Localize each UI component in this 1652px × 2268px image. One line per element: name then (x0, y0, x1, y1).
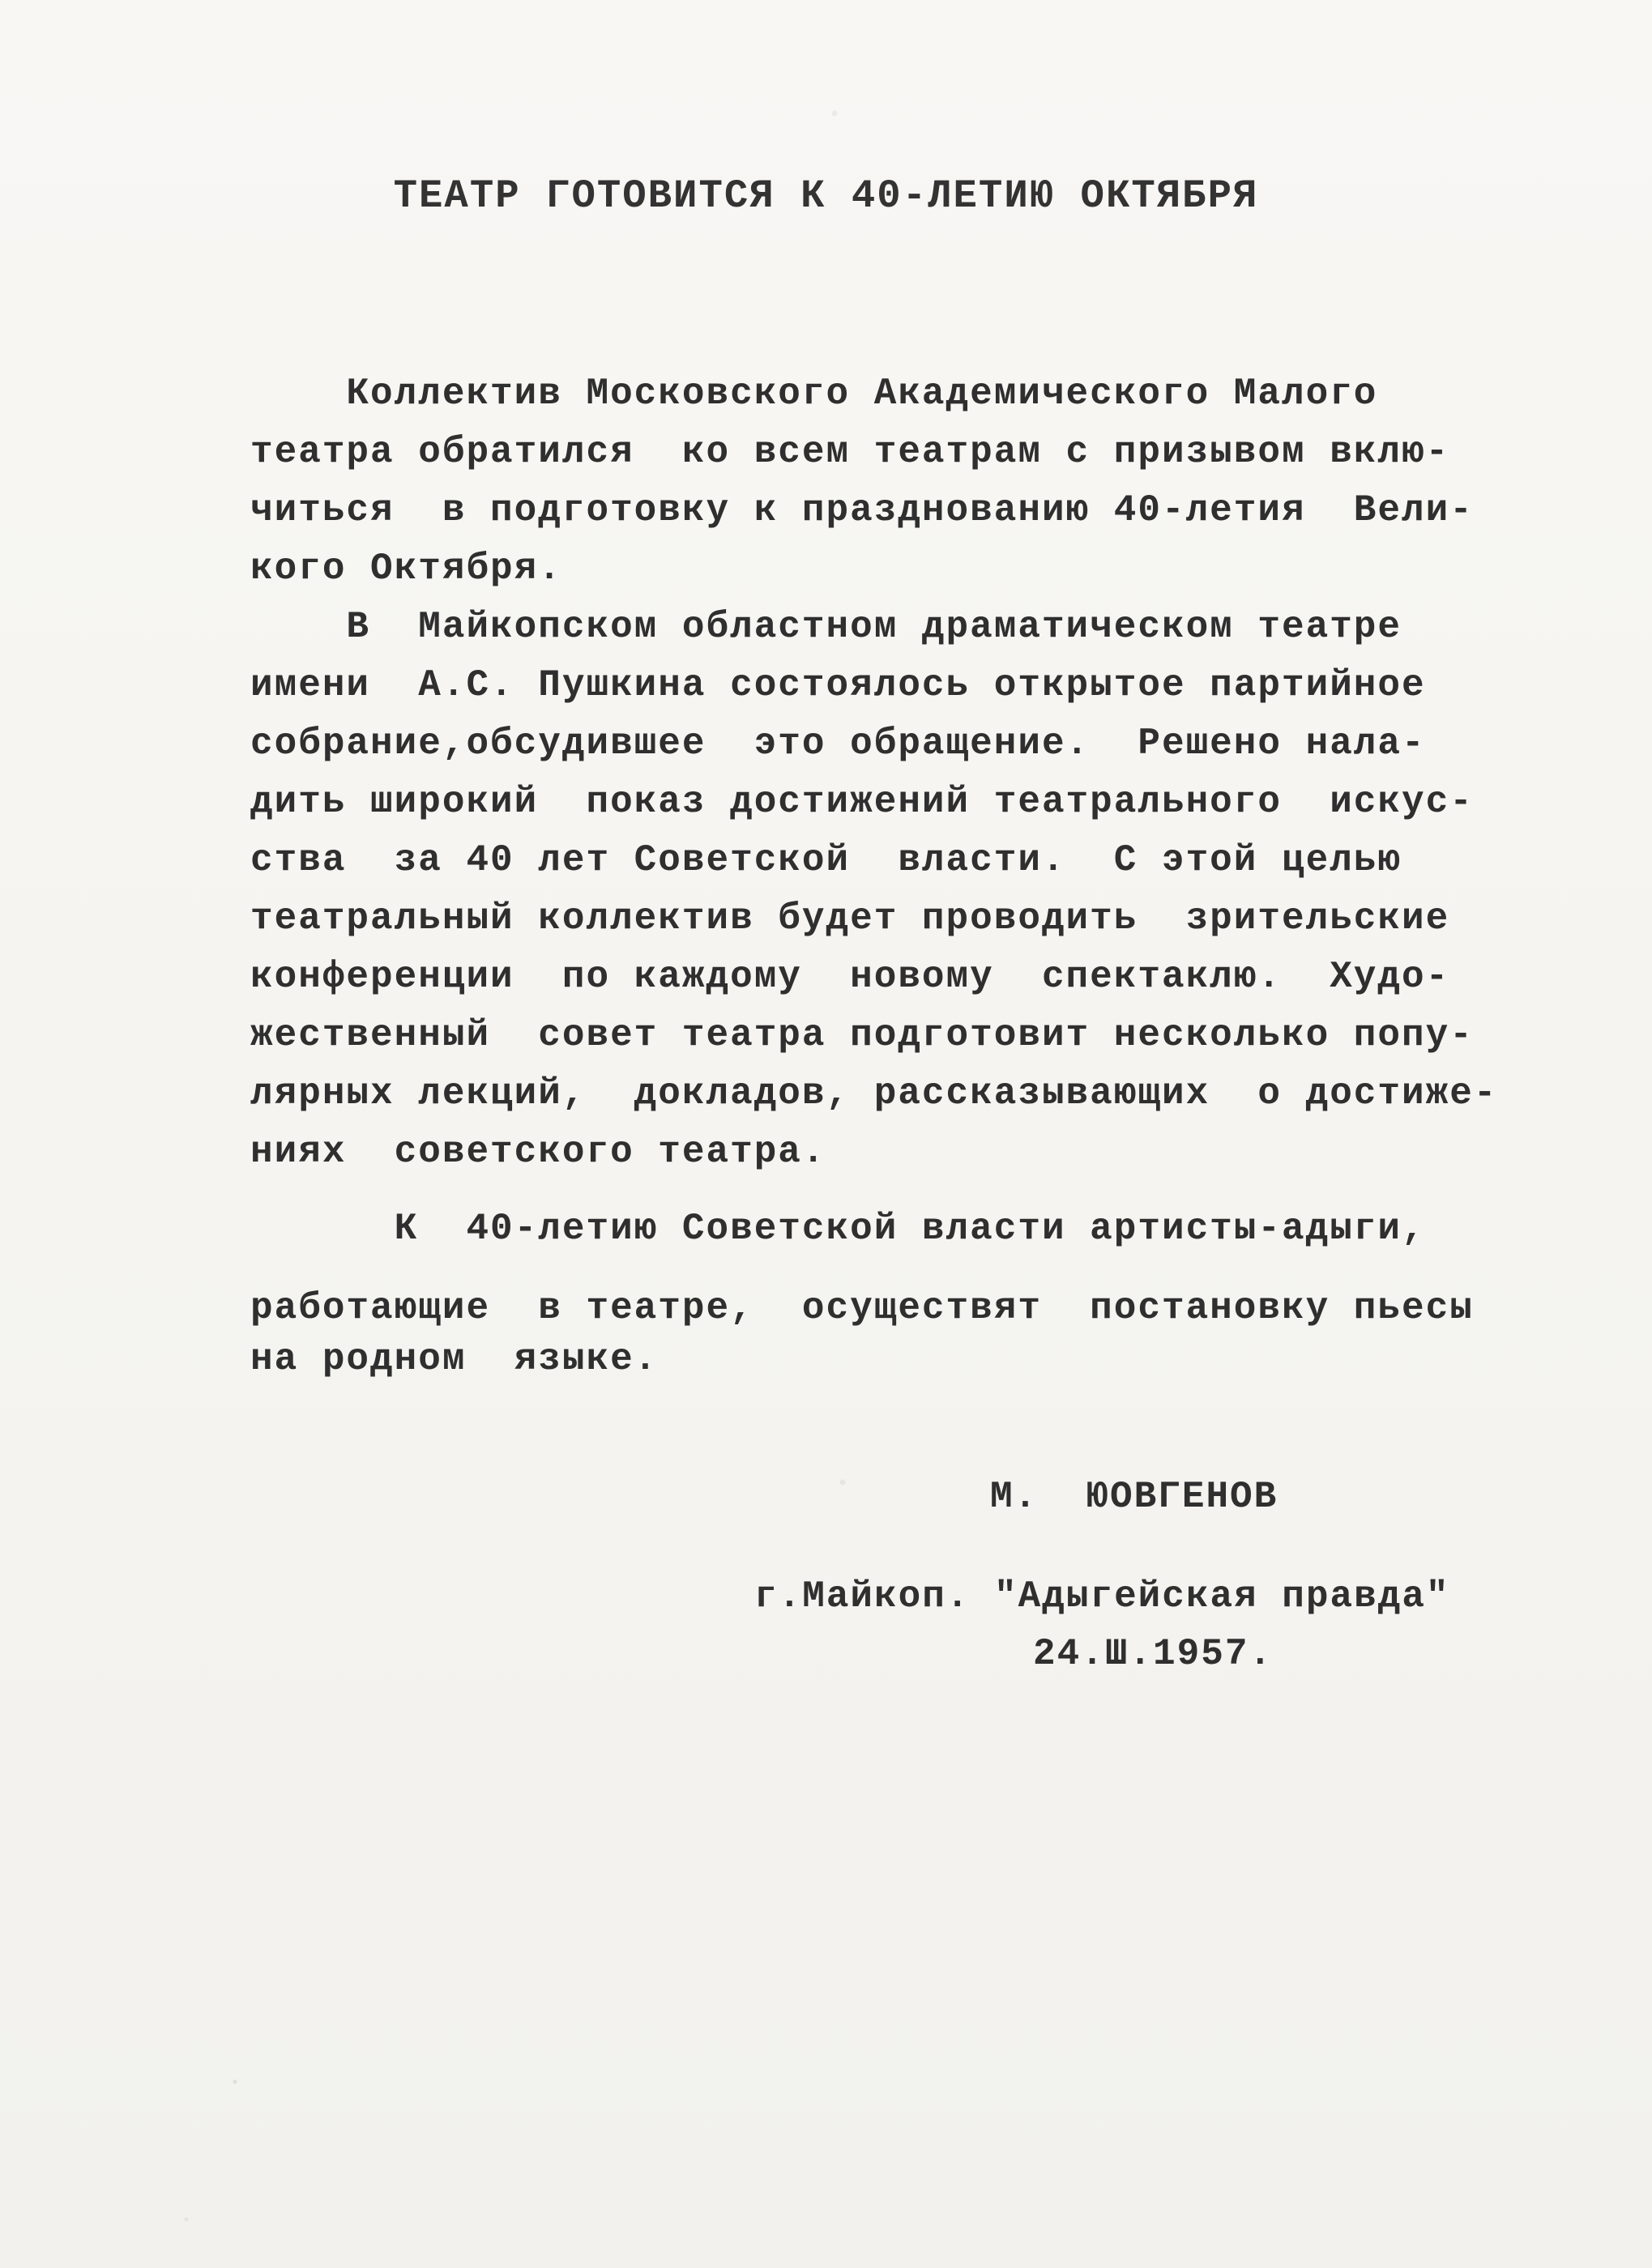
body-line: театра обратился ко всем театрам с призывом вклю- (250, 431, 1450, 473)
body-line: жественный совет театра подготовит несколько попу- (250, 1014, 1474, 1056)
body-line: Коллектив Московского Академического Малого (250, 373, 1378, 415)
body-line: кого Октября. (250, 548, 562, 590)
document-title: ТЕАТР ГОТОВИТСЯ К 40-ЛЕТИЮ ОКТЯБРЯ (393, 173, 1259, 219)
document-date: 24.Ш.1957. (1033, 1633, 1274, 1675)
body-line: В Майкопском областном драматическом театре (250, 606, 1402, 648)
body-line: собрание,обсудившее это обращение. Решено нала- (250, 723, 1426, 765)
body-line: дить широкий показ достижений театрального искус- (250, 781, 1474, 823)
body-line: работающие в театре, осуществят постановку пьесы (250, 1287, 1474, 1329)
body-line: театральный коллектив будет проводить зрительские (250, 897, 1450, 940)
source-line: г.Майкоп. "Адыгейская правда" (754, 1575, 1450, 1618)
body-line: конференции по каждому новому спектаклю. Худо- (250, 956, 1450, 998)
body-line: на родном языке. (250, 1338, 659, 1380)
body-line: ства за 40 лет Советской власти. С этой целью (250, 839, 1402, 881)
body-line: читься в подготовку к празднованию 40-летия Вели- (250, 489, 1474, 531)
author-signature: М. ЮОВГЕНОВ (990, 1476, 1278, 1518)
body-line: ниях советского театра. (250, 1131, 826, 1173)
body-line: имени А.С. Пушкина состоялось открытое партийное (250, 664, 1426, 706)
body-line: лярных лекций, докладов, рассказывающих о достиже- (250, 1072, 1498, 1115)
body-line: К 40-летию Советской власти артисты-адыги, (250, 1208, 1426, 1250)
